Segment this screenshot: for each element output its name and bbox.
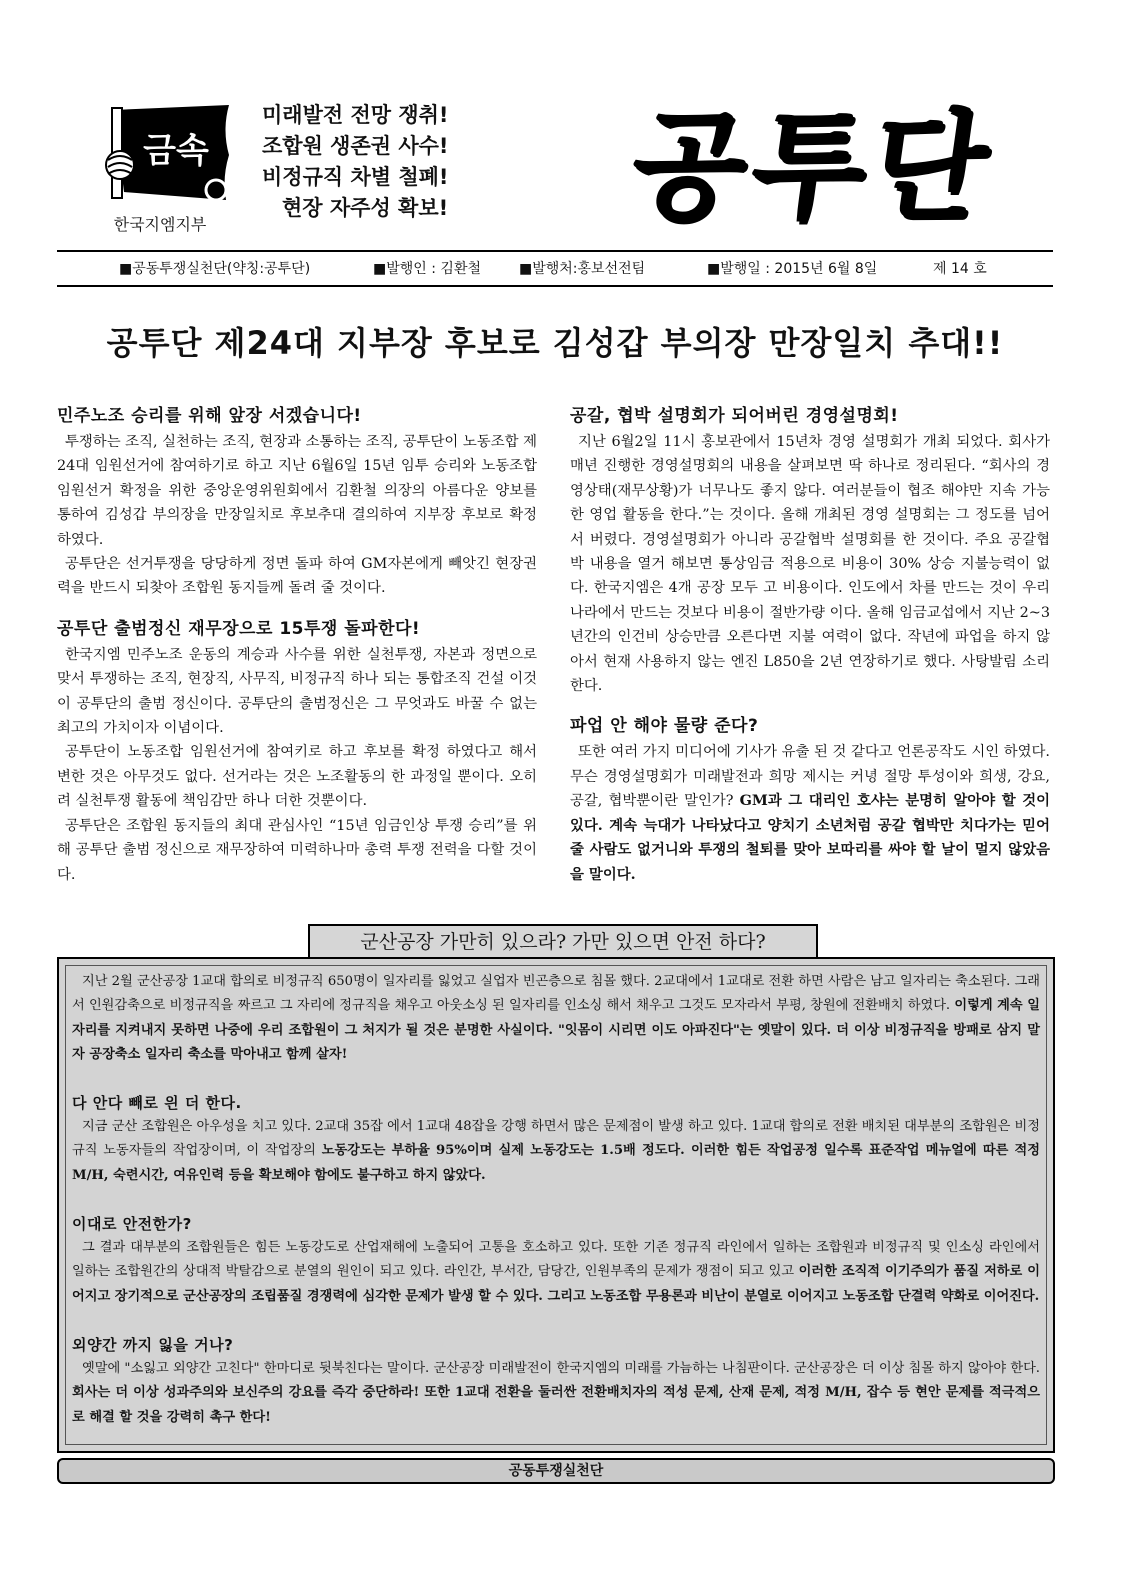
- headline: 공투단 제24대 지부장 후보로 김성갑 부의장 만장일치 추대!!: [106, 324, 1004, 362]
- section-title: 다 안다 빼로 읜 더 한다.: [72, 1094, 242, 1113]
- info-bar: [57, 253, 1053, 285]
- section-title: 이대로 안전한가?: [72, 1215, 192, 1234]
- flag-fist-icon: [104, 100, 234, 205]
- paragraph: [72, 1115, 1040, 1188]
- paragraph: 공투단은 조합원 동지들의 최대 관심사인 “15년 임금인상 투쟁 승리”를 위해 공투단 출범 정신으로 재무장하여 미력하나마 총력 투쟁 전력을 다할 것이다.: [57, 817, 537, 883]
- paragraph-emphasis: 이렇게 계속 일자리를 지켜내지 못하면 나중에 우리 조합원이 그 처지가 될 것은 분명한 사실이다. "잇몸이 시리면 이도 아파진다"는 옛말이 있다. 더 이상 비정규직을 방패로 삼지 말자 공장축소 일자리 축소를 막아내고 함께 살자!: [72, 998, 1040, 1062]
- paragraph: 지난 6월2일 11시 홍보관에서 15년차 경영 설명회가 개최 되었다. 회사가 매년 진행한 경영설명회의 내용을 살펴보면 딱 하나로 정리된다. “회사의 경영상태(재무상황)가 너무나도 좋지 않다. 여러분들이 협조 해야만 지속 가능한 영업 활동을 한다.”는 것이다. 올해 개최된 경영 설명회는 그 정도를 넘어서 버렸다. 경영설명회가 아니라 공갈협박 설명회를 한 것이다. 주요 공갈협박 내용을 열거 해보면 통상임금 적용으로 비용이 30% 상승 지불능력이 없다. 한국지엠은 4개 공장 모두 고 비용이다. 인도에서 차를 만드는 것이 우리나라에서 만드는 것보다 비용이 절반가량 이다. 올해 임금교섭에서 지난 2~3년간의 인건비 상승만큼 오른다면 지불 여력이 없다. 작년에 파업을 하지 않아서 현재 사용하지 않는 엔진 L850을 2년 연장하기로 했다. 사탕발림 소리 한다.: [570, 434, 1050, 695]
- paragraph-emphasis: 회사는 더 이상 성과주의와 보신주의 강요를 즉각 중단하라! 또한 1교대 전환을 둘러싼 전환배치자의 적성 문제, 산재 문제, 적정 M/H, 잡수 등 현안 문제를 적극적으로 해결 할 것을 강력히 촉구 한다!: [72, 1385, 1040, 1425]
- paragraph: 공투단이 노동조합 임원선거에 참여키로 하고 후보를 확정 하였다고 해서 변한 것은 아무것도 없다. 선거라는 것은 노조활동의 한 과정일 뿐이다. 오히려 실천투쟁 활동에 책임감만 하나 더한 것뿐이다.: [57, 744, 537, 810]
- paragraph: 투쟁하는 조직, 실천하는 조직, 현장과 소통하는 조직, 공투단이 노동조합 제24대 임원선거에 참여하기로 하고 지난 6월6일 15년 임투 승리와 노동조합 임원선거 확정을 위한 중앙운영위원회에서 김환철 의장의 아름다운 양보를 통하여 김성갑 부의장을 만장일치로 후보추대 결의하여 지부장 후보로 확정 하였다.: [57, 434, 537, 548]
- slogan-3: 비정규직 차별 철폐!: [262, 165, 449, 189]
- paragraph-text: 지난 2월 군산공장 1교대 합의로 비정규직 650명이 일자리를 잃었고 실업자 빈곤층으로 침몰 했다. 2교대에서 1교대로 전환 하면 사람은 남고 일자리는 축소된다. 그래서 인원감축으로 비정규직을 짜르고 그 자리에 정규직을 채우고 아웃소싱 된 일자리를 인소싱 해서 채우고 그것도 모자라서 부평, 창원에 전환배치 하였다.: [72, 974, 1040, 1014]
- divider-bottom: [57, 285, 1053, 287]
- section-title: 공갈, 협박 설명회가 되어버린 경영설명회!: [570, 406, 899, 426]
- section-title: 공투단 출범정신 재무장으로 15투쟁 돌파한다!: [57, 618, 421, 639]
- info-date: ■발행일 : 2015년 6월 8일: [707, 261, 878, 277]
- slogan-list: [262, 100, 492, 224]
- paragraph-text: 그 결과 대부분의 조합원들은 힘든 노동강도로 산업재해에 노출되어 고통을 호소하고 있다. 또한 기존 정규직 라인에서 일하는 조합원과 비정규직 및 인소싱 라인에서 일하는 조합원간의 상대적 박탈감으로 분열의 원인이 되고 있다. 라인간, 부서간, 담당간, 인원부족의 문제가 쟁점이 되고 있고: [72, 1240, 1040, 1280]
- paragraph-emphasis: GM과 그 대리인 호샤는 분명히 알아야 할 것이 있다. 계속 늑대가 나타났다고 양치기 소년처럼 공갈 협박만 치다가는 믿어줄 사람도 없거니와 투쟁의 철퇴를 맞아 보따리를 싸야 할 날이 멀지 않았음을 말이다.: [570, 792, 1050, 883]
- paragraph-emphasis: 이러한 조직적 이기주의가 품질 저하로 이어지고 장기적으로 군산공장의 조립품질 경쟁력에 심각한 문제가 발생 할 수 있다. 그리고 노동조합 무용론과 비난이 분열로 이어지고 노동조합 단결력 약화로 이어진다.: [72, 1264, 1040, 1304]
- section-title: 외양간 까지 잃을 거나?: [72, 1335, 234, 1354]
- slogan-4: 현장 자주성 확보!: [282, 196, 449, 220]
- left-column: [57, 402, 537, 887]
- paragraph: 한국지엠 민주노조 운동의 계승과 사수를 위한 실천투쟁, 자본과 정면으로 맞서 투쟁하는 조직, 현장직, 사무직, 비정규직 하나 되는 통합조직 건설 이것이 공투단의 출범 정신이다. 공투단의 출범정신은 그 무엇과도 바꿀 수 없는 최고의 가치이자 이념이다.: [57, 646, 537, 737]
- paragraph: [72, 970, 1040, 1067]
- paragraph: [72, 1236, 1040, 1309]
- right-column: [570, 402, 1050, 887]
- section-title: 파업 안 해야 물량 준다?: [570, 716, 759, 737]
- slogan-2: 조합원 생존권 사수!: [262, 134, 449, 158]
- info-issue: 제 14 호: [933, 261, 987, 277]
- logo-text: 금속: [143, 131, 209, 171]
- paragraph: [570, 740, 1050, 886]
- footer-bar: 공동투쟁실천단: [57, 1458, 1055, 1484]
- paragraph-text: 옛말에 "소잃고 외양간 고친다" 한마디로 뒷북친다는 말이다. 군산공장 미래발전이 한국지엠의 미래를 가늠하는 나침판이다. 군산공장은 더 이상 침몰 하지 않아야 한다.: [82, 1360, 1040, 1376]
- paragraph: [72, 1357, 1040, 1430]
- logo-caption: 한국지엠지부: [113, 215, 207, 234]
- info-office: ■발행처:홍보선전팀: [519, 261, 646, 277]
- box-title: 군산공장 가만히 있으라? 가만 있으면 안전 하다?: [308, 924, 818, 961]
- section-title: 민주노조 승리를 위해 앞장 서겠습니다!: [57, 406, 362, 426]
- gunsan-box: [57, 957, 1055, 1453]
- paragraph-text: 지금 군산 조합원은 아우성을 치고 있다. 2교대 35잡 에서 1교대 48잡을 강행 하면서 많은 문제점이 발생 하고 있다. 1교대 합의로 전환 배치된 대부분의 조합원은 비정규직 노동자들의 작업장이며, 이 작업장의: [72, 1119, 1040, 1159]
- info-org: ■공동투쟁실천단(약칭:공투단): [119, 261, 311, 277]
- union-logo: [90, 100, 230, 234]
- info-publisher: ■발행인 : 김환철: [373, 261, 481, 277]
- paragraph: 공투단은 선거투쟁을 당당하게 정면 돌파 하여 GM자본에게 빼앗긴 현장권력을 반드시 되찾아 조합원 동지들께 돌려 줄 것이다.: [57, 556, 537, 597]
- paragraph-emphasis: 노동강도는 부하율 95%이며 실제 노동강도는 1.5배 정도다. 이러한 힘든 작업공정 일수록 표준작업 메뉴얼에 따른 적정 M/H, 숙련시간, 여유인력 등을 확보해야 함에도 불구하고 하지 않았다.: [72, 1143, 1040, 1183]
- paragraph-text: 또한 여러 가지 미디어에 기사가 유출 된 것 같다고 언론공작도 시인 하였다. 무슨 경영설명회가 미래발전과 희망 제시는 커녕 절망 투성이와 희생, 강요, 공갈, 협박뿐이란 말인가?: [570, 744, 1050, 810]
- divider-top: [57, 250, 1053, 252]
- slogan-1: 미래발전 전망 쟁취!: [262, 103, 449, 127]
- newsletter-title: 공투단: [622, 97, 1002, 235]
